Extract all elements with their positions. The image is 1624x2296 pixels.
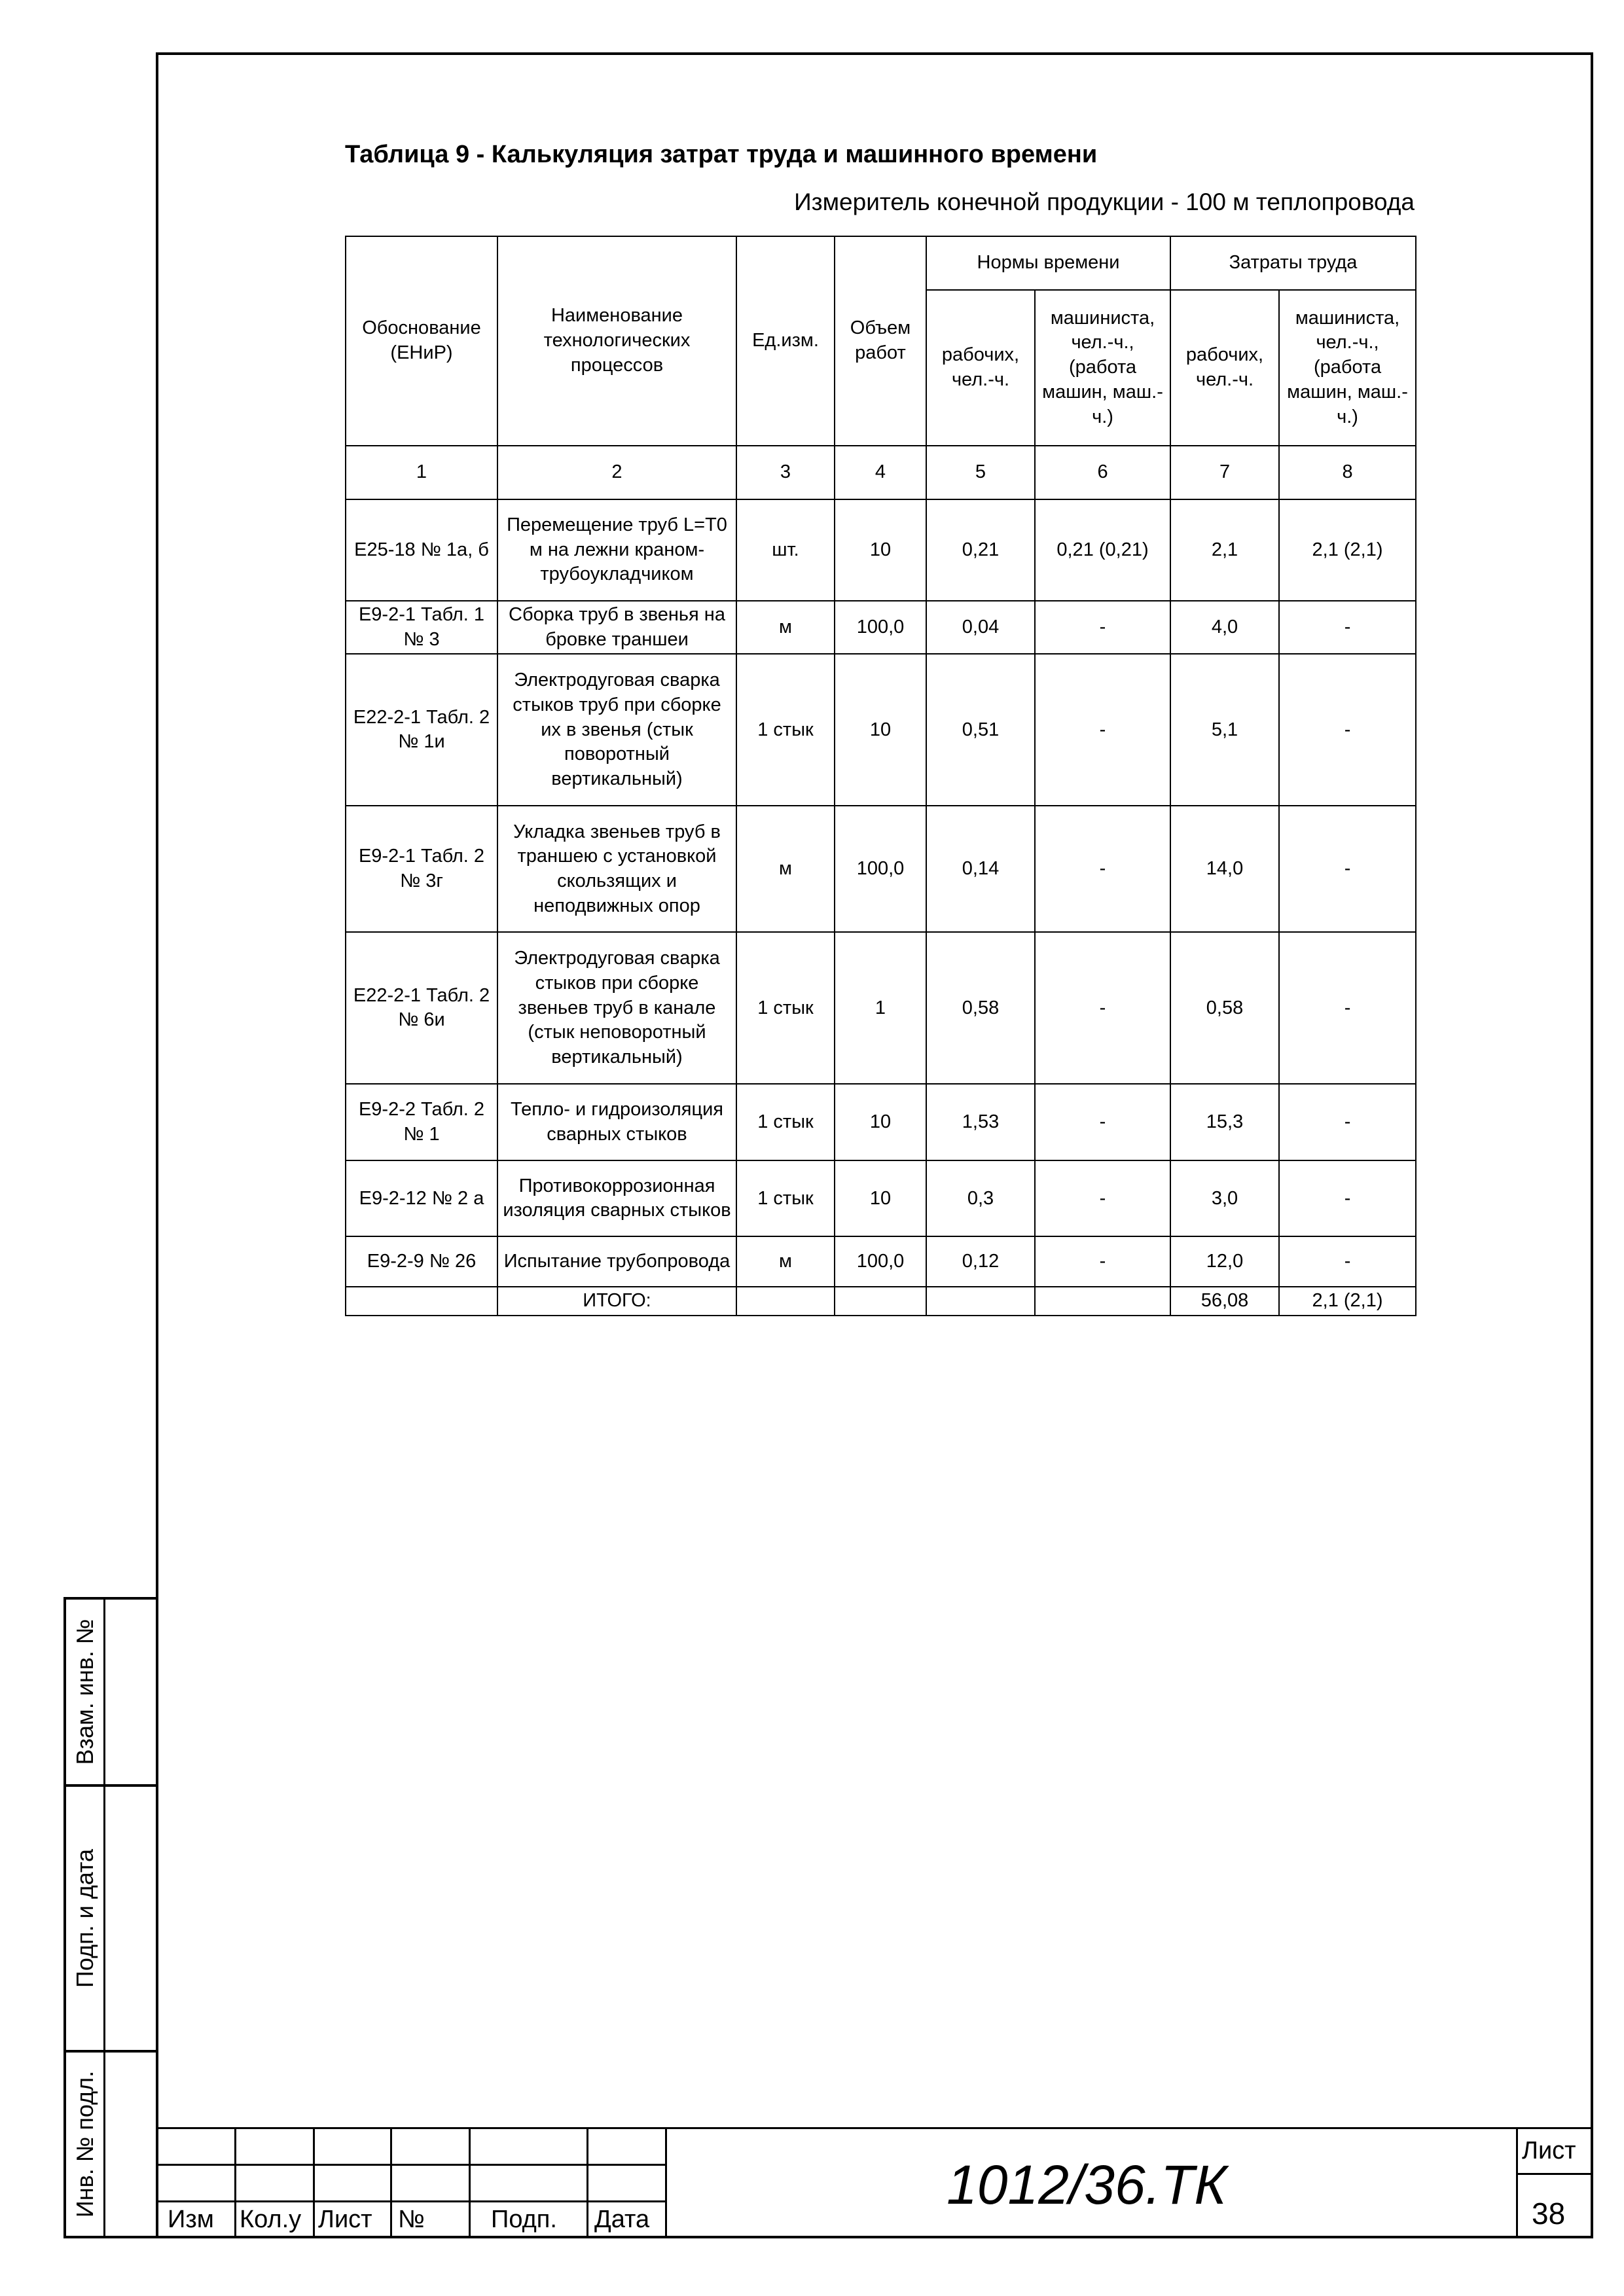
- cell-unit: 1 стык: [736, 1084, 835, 1160]
- izm-label: Изм: [168, 2206, 214, 2233]
- header-workers: рабочих, чел.-ч.: [926, 290, 1035, 446]
- cell-justification: Е22-2-1 Табл. 2 № 6и: [346, 932, 497, 1084]
- table-row: [346, 601, 1416, 654]
- total-empty-cell: [835, 1287, 926, 1316]
- cell-volume: 10: [835, 1160, 926, 1236]
- table-row: [346, 654, 1416, 806]
- num-label: №: [398, 2206, 425, 2233]
- kol-label: Кол.у: [240, 2206, 302, 2233]
- cell-process: Сборка труб в звенья на бровке траншеи: [497, 601, 736, 654]
- title-block-col-line: [1516, 2127, 1518, 2238]
- cell-cost-workers: 3,0: [1170, 1160, 1279, 1236]
- cell-norm-workers: 1,53: [926, 1084, 1035, 1160]
- cell-justification: Е9-2-2 Табл. 2 № 1: [346, 1084, 497, 1160]
- cell-unit: м: [736, 601, 835, 654]
- replace-inv-label: Взам. инв. №: [71, 1619, 98, 1765]
- cell-norm-workers: 0,14: [926, 806, 1035, 932]
- col-number: 7: [1170, 446, 1279, 499]
- total-workers: 56,08: [1170, 1287, 1279, 1316]
- cell-cost-workers: 12,0: [1170, 1236, 1279, 1287]
- header-process: Наименование технологических процессов: [497, 236, 736, 446]
- col-number: 5: [926, 446, 1035, 499]
- cell-volume: 100,0: [835, 601, 926, 654]
- labor-calculation-table: [345, 236, 1416, 1316]
- cell-justification: Е9-2-1 Табл. 1 № 3: [346, 601, 497, 654]
- cell-justification: Е22-2-1 Табл. 2 № 1и: [346, 654, 497, 806]
- header-volume: Объем работ: [835, 236, 926, 446]
- cell-cost-machinist: -: [1279, 1236, 1416, 1287]
- col-number: 1: [346, 446, 497, 499]
- cell-norm-machinist: -: [1035, 1160, 1170, 1236]
- table-title: Таблица 9 - Калькуляция затрат труда и машинного времени: [345, 141, 1098, 168]
- header-justification: Обоснование (ЕНиР): [346, 236, 497, 446]
- cell-volume: 100,0: [835, 806, 926, 932]
- cell-volume: 10: [835, 1084, 926, 1160]
- cell-unit: м: [736, 1236, 835, 1287]
- cell-volume: 10: [835, 654, 926, 806]
- cell-cost-workers: 14,0: [1170, 806, 1279, 932]
- cell-cost-machinist: 2,1 (2,1): [1279, 499, 1416, 601]
- cell-norm-workers: 0,58: [926, 932, 1035, 1084]
- cell-process: Противокоррозионная изоляция сварных стыков: [497, 1160, 736, 1236]
- cell-unit: м: [736, 806, 835, 932]
- cell-volume: 10: [835, 499, 926, 601]
- sheet-number: 38: [1532, 2197, 1566, 2231]
- cell-norm-machinist: -: [1035, 601, 1170, 654]
- cell-cost-workers: 5,1: [1170, 654, 1279, 806]
- podp-label: Подп.: [491, 2206, 557, 2233]
- table-row: [346, 1236, 1416, 1287]
- col-number: 4: [835, 446, 926, 499]
- col-number: 6: [1035, 446, 1170, 499]
- cell-justification: Е9-2-12 № 2 а: [346, 1160, 497, 1236]
- cell-justification: Е25-18 № 1а, б: [346, 499, 497, 601]
- date-label: Дата: [594, 2206, 650, 2233]
- title-block-col-line: [469, 2127, 471, 2238]
- cell-unit: шт.: [736, 499, 835, 601]
- cell-volume: 100,0: [835, 1236, 926, 1287]
- title-block-col-line: [665, 2127, 667, 2238]
- sign-date-label: Подп. и дата: [71, 1848, 98, 1988]
- cell-justification: Е9-2-9 № 26: [346, 1236, 497, 1287]
- column-number-row: [346, 446, 1416, 499]
- total-empty-cell: [926, 1287, 1035, 1316]
- cell-process: Тепло- и гидроизоляция сварных стыков: [497, 1084, 736, 1160]
- table-row: [346, 932, 1416, 1084]
- total-empty-cell: [346, 1287, 497, 1316]
- cell-cost-machinist: -: [1279, 601, 1416, 654]
- title-block-row-line: [156, 2200, 666, 2202]
- cell-norm-workers: 0,51: [926, 654, 1035, 806]
- table-row: [346, 1084, 1416, 1160]
- cell-cost-machinist: -: [1279, 932, 1416, 1084]
- cell-process: Перемещение труб L=Т0 м на лежни краном-трубоукладчиком: [497, 499, 736, 601]
- cell-process: Укладка звеньев труб в траншею с установкой скользящих и неподвижных опор: [497, 806, 736, 932]
- col-number: 2: [497, 446, 736, 499]
- cell-cost-workers: 4,0: [1170, 601, 1279, 654]
- title-block-col-line: [313, 2127, 315, 2238]
- cell-norm-machinist: -: [1035, 806, 1170, 932]
- cell-process: Испытание трубопровода: [497, 1236, 736, 1287]
- cell-process: Электродуговая сварка стыков при сборке звеньев труб в канале (стык неповоротный вертикальный): [497, 932, 736, 1084]
- title-block-col-line: [390, 2127, 392, 2238]
- total-label: ИТОГО:: [497, 1287, 736, 1316]
- cell-norm-workers: 0,3: [926, 1160, 1035, 1236]
- header-machinist: машиниста, чел.-ч., (работа машин, маш.-ч.): [1035, 290, 1170, 446]
- title-block-col-line: [234, 2127, 236, 2238]
- cell-cost-workers: 0,58: [1170, 932, 1279, 1084]
- cell-unit: 1 стык: [736, 932, 835, 1084]
- title-block-col-line: [586, 2127, 588, 2238]
- cell-justification: Е9-2-1 Табл. 2 № 3г: [346, 806, 497, 932]
- list-label: Лист: [318, 2206, 372, 2233]
- table-row: [346, 1160, 1416, 1236]
- cell-cost-workers: 15,3: [1170, 1084, 1279, 1160]
- cell-norm-workers: 0,12: [926, 1236, 1035, 1287]
- cell-volume: 1: [835, 932, 926, 1084]
- cell-norm-workers: 0,04: [926, 601, 1035, 654]
- col-number: 3: [736, 446, 835, 499]
- cell-cost-machinist: -: [1279, 654, 1416, 806]
- header-unit: Ед.изм.: [736, 236, 835, 446]
- inv-orig-label: Инв. № подл.: [71, 2070, 98, 2218]
- cell-cost-machinist: -: [1279, 1084, 1416, 1160]
- total-empty-cell: [736, 1287, 835, 1316]
- cell-norm-machinist: -: [1035, 1084, 1170, 1160]
- header-machinist-cost: машиниста, чел.-ч., (работа машин, маш.-ч.): [1279, 290, 1416, 446]
- cell-norm-machinist: -: [1035, 654, 1170, 806]
- title-block-row-line: [156, 2164, 666, 2166]
- side-stamp-sign-date: [63, 1784, 156, 2053]
- col-number: 8: [1279, 446, 1416, 499]
- cell-unit: 1 стык: [736, 1160, 835, 1236]
- cell-norm-workers: 0,21: [926, 499, 1035, 601]
- side-stamp-inv-orig: [63, 2050, 156, 2238]
- cell-norm-machinist: 0,21 (0,21): [1035, 499, 1170, 601]
- product-meter: Измеритель конечной продукции - 100 м теплопровода: [794, 188, 1415, 215]
- header-time-norms: Нормы времени: [926, 236, 1170, 290]
- table-row: [346, 499, 1416, 601]
- cell-cost-machinist: -: [1279, 1160, 1416, 1236]
- sheet-label: Лист: [1522, 2137, 1576, 2164]
- cell-unit: 1 стык: [736, 654, 835, 806]
- cell-norm-machinist: -: [1035, 932, 1170, 1084]
- sheet-cell-line: [1516, 2173, 1593, 2175]
- cell-cost-machinist: -: [1279, 806, 1416, 932]
- cell-norm-machinist: -: [1035, 1236, 1170, 1287]
- side-stamp-replace-inv: [63, 1597, 156, 1787]
- title-block-top-line: [156, 2127, 1593, 2129]
- total-empty-cell: [1035, 1287, 1170, 1316]
- header-workers-cost: рабочих, чел.-ч.: [1170, 290, 1279, 446]
- cell-cost-workers: 2,1: [1170, 499, 1279, 601]
- cell-process: Электродуговая сварка стыков труб при сборке их в звенья (стык поворотный вертикальный): [497, 654, 736, 806]
- total-machinist: 2,1 (2,1): [1279, 1287, 1416, 1316]
- header-labor-costs: Затраты труда: [1170, 236, 1416, 290]
- document-code: 1012/36.ТК: [947, 2154, 1227, 2215]
- table-row: [346, 806, 1416, 932]
- total-row: [346, 1287, 1416, 1316]
